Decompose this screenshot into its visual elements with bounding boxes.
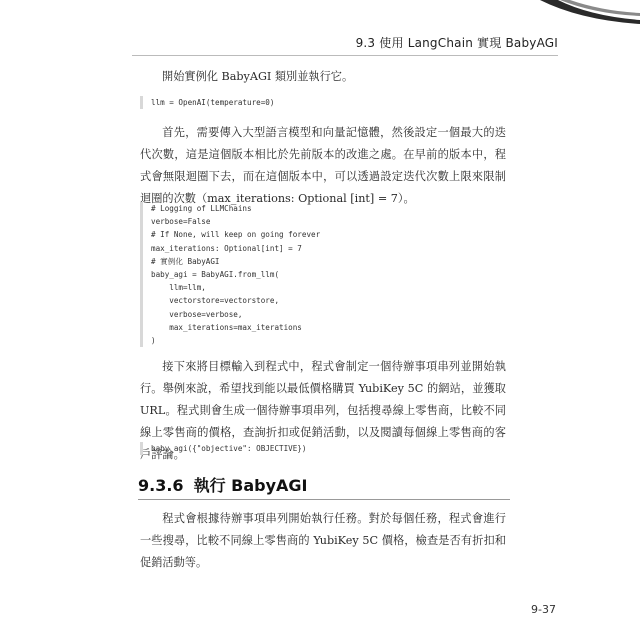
paragraph-setup [140,122,506,210]
code-line: baby_agi = BabyAGI.from_llm( [151,269,280,279]
code-line: llm=llm, [151,283,206,293]
section-divider [138,499,510,500]
section-number: 9.3.6 [138,476,184,495]
code-line: max_iterations: Optional[int] = 7 [151,243,302,253]
running-header: 9.3 使用 LangChain 實現 BabyAGI [355,36,558,50]
section-heading [138,473,307,496]
section-title: 執行 BabyAGI [193,476,308,495]
code-block-run [140,442,506,455]
code-line: # 實例化 BabyAGI [151,256,220,266]
paragraph-intro-text: 開始實例化 BabyAGI 類別並執行它。 [162,70,354,83]
paragraph-intro [140,66,506,88]
code-line: verbose=verbose, [151,309,243,319]
code-line: ) [151,335,156,345]
paragraph-execution-text: 程式會根據待辦事項串列開始執行任務。對於每個任務，程式會進行一些搜尋，比較不同線上零售商的 YubiKey 5C 價格，檢查是否有折扣和促銷活動等。 [140,512,506,569]
paragraph-objective-text: 接下來將目標輸入到程式中，程式會制定一個待辦事項串列並開始執行。舉例來說，希望找到能以最低價格購買 YubiKey 5C 的網站，並獲取 URL。程式則會生成一個待辦事項串列，包括搜尋線上零售商，比較不同線上零售商的價格，查詢折扣或促銷活動，以及閱讀每個線上零售商的客戶評論。 [140,360,506,461]
code-line: baby_agi({"objective": OBJECTIVE}) [151,444,307,453]
header-divider [132,55,558,56]
paragraph-execution [140,508,506,574]
paragraph-setup-text: 首先，需要傳入大型語言模型和向量記憶體，然後設定一個最大的迭代次數，這是這個版本相比於先前版本的改進之處。在早前的版本中，程式會無限迴圈下去，而在這個版本中，可以透過設定迭代次數上限來限制迴圈的次數（max_iterations: Optional [int] = 7）。 [140,126,506,205]
code-line: verbose=False [151,217,211,227]
code-line: max_iterations=max_iterations [151,322,302,332]
page-number: 9-37 [531,603,556,616]
code-line: # If None, will keep on going forever [151,230,321,240]
code-block-babyagi [140,202,506,347]
code-line: llm = OpenAI(temperature=0) [151,98,275,107]
code-line: vectorstore=vectorstore, [151,296,280,306]
code-block-llm [140,96,506,109]
code-line: # Logging of LLMChains [151,204,252,213]
